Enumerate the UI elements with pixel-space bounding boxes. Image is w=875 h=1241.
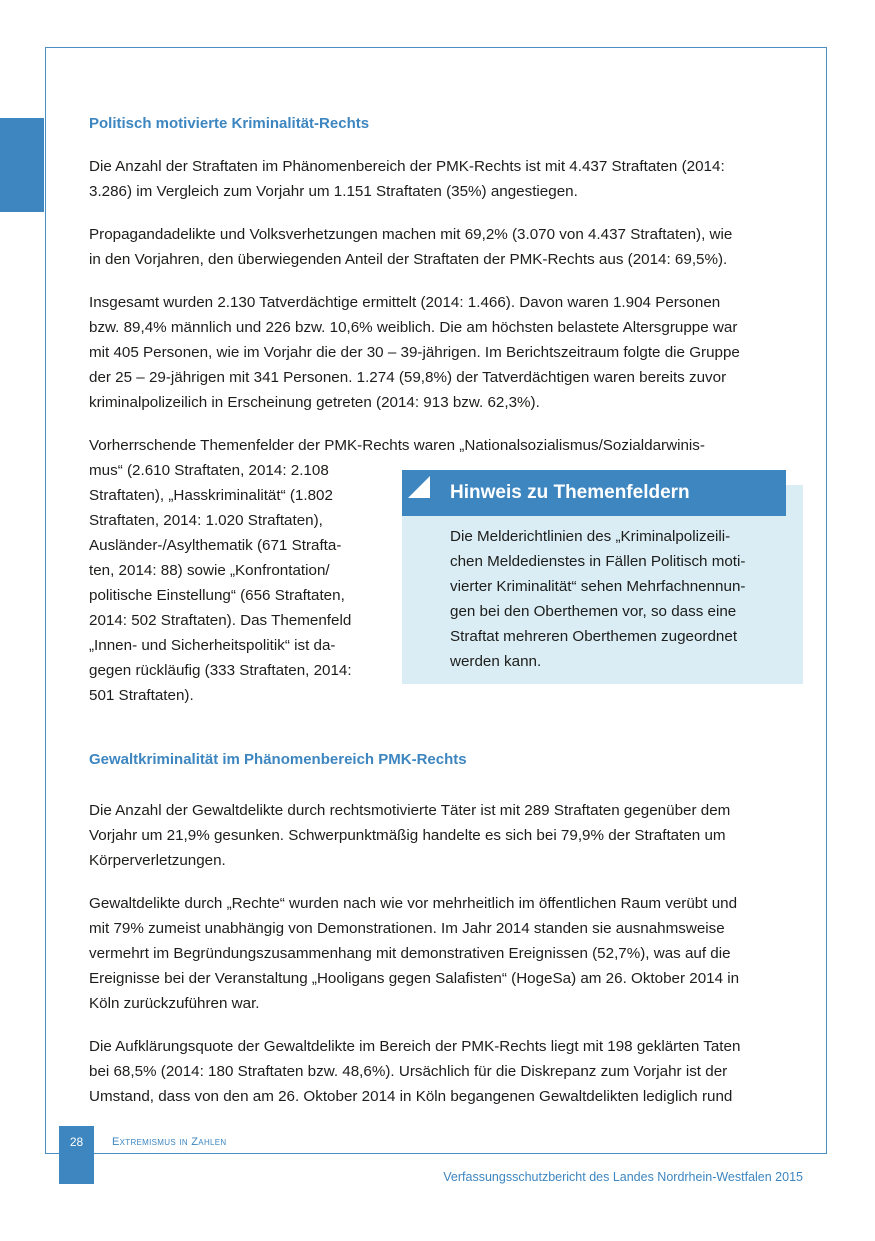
hinweis-title: Hinweis zu Themenfeldern	[450, 482, 690, 503]
heading-pmk-rechts: Politisch motivierte Kriminalität-Rechts	[89, 115, 370, 132]
page-number: 28	[69, 1135, 84, 1149]
paragraph-propagandadelikte: Propagandadelikte und Volksverhetzungen machen mit 69,2% (3.070 von 4.437 Straftaten), wie in den Vorjahren, den überwiegenden Anteil der Straftaten der PMK-Rechts aus (2014: 69,5%).	[89, 226, 733, 268]
page-number-box	[59, 1126, 94, 1184]
paragraph-themenfelder: Vorherrschende Themenfelder der PMK-Rechts waren „Nationalsozialismus/Sozialdarwinis- mus“ (2.610 Straftaten, 2014: 2.108 Straftaten), „Hasskriminalität“ (1.802 Straftaten, 2014: 1.020 Straftaten), Ausländer-/Asylthematik (671 Strafta- ten, 2014: 88) sowie „Konfrontation/ politische Einstellung“ (656 Straftaten, 2014: 502 Straftaten). Das Themenfeld „Innen- und Sicherheitspolitik“ ist da- gegen rückläufig (333 Straftaten, 2014: 501 Straftaten).	[89, 437, 705, 704]
side-tab-marker	[0, 118, 44, 212]
corner-triangle-icon	[408, 476, 430, 498]
paragraph-tatverdaechtige: Insgesamt wurden 2.130 Tatverdächtige ermittelt (2014: 1.466). Davon waren 1.904 Personen bzw. 89,4% männlich und 226 bzw. 10,6% weiblich. Die am höchsten belastete Altersgruppe war mit 405 Personen, wie im Vorjahr die der 30 – 39-jährigen. Im Berichtszeitraum folgte die Gruppe der 25 – 29-jährigen mit 341 Personen. 1.274 (59,8%) der Tatverdächtigen waren bereits zuvor kriminalpolizeilich in Erscheinung getreten (2014: 913 bzw. 62,3%).	[89, 294, 740, 411]
hinweis-header	[402, 470, 786, 516]
paragraph-aufklaerungsquote: Die Aufklärungsquote der Gewaltdelikte im Bereich der PMK-Rechts liegt mit 198 geklärten Taten bei 68,5% (2014: 180 Straftaten bzw. 48,6%). Ursächlich für die Diskrepanz zum Vorjahr ist der Umstand, dass von den am 26. Oktober 2014 in Köln begangenen Gewaltdelikten lediglich rund	[89, 1038, 741, 1105]
section-label: Extremismus in Zahlen	[112, 1136, 227, 1148]
paragraph-straftaten-anzahl: Die Anzahl der Straftaten im Phänomenbereich der PMK-Rechts ist mit 4.437 Straftaten (2014: 3.286) im Vergleich zum Vorjahr um 1.151 Straftaten (35%) angestiegen.	[89, 158, 725, 200]
hinweis-text: Die Melderichtlinien des „Kriminalpolizeili- chen Meldedienstes in Fällen Politisch moti- vierter Kriminalität“ sehen Mehrfachnennun- gen bei den Oberthemen vor, so dass eine Straftat mehreren Oberthemen zugeordnet werden kann.	[450, 528, 746, 670]
paragraph-gewaltdelikte-anzahl: Die Anzahl der Gewaltdelikte durch rechtsmotivierte Täter ist mit 289 Straftaten gegenüber dem Vorjahr um 21,9% gesunken. Schwerpunktmäßig handelte es sich bei 79,9% der Straftaten um Körperverletzungen.	[89, 802, 731, 869]
publication-footer: Verfassungsschutzbericht des Landes Nordrhein-Westfalen 2015	[443, 1170, 803, 1184]
heading-gewaltkriminalitaet: Gewaltkriminalität im Phänomenbereich PMK-Rechts	[89, 751, 467, 768]
hinweis-box	[402, 470, 803, 684]
paragraph-gewaltdelikte-raum: Gewaltdelikte durch „Rechte“ wurden nach wie vor mehrheitlich im öffentlichen Raum verübt und mit 79% zumeist unabhängig von Demonstrationen. Im Jahr 2014 standen sie ausnahmsweise vermehrt im Begründungszusammenhang mit demonstrativen Ereignissen (52,7%), was auf die Ereignisse bei der Veranstaltung „Hooligans gegen Salafisten“ (HogeSa) am 26. Oktober 2014 in Köln zurückzuführen war.	[89, 895, 740, 1012]
